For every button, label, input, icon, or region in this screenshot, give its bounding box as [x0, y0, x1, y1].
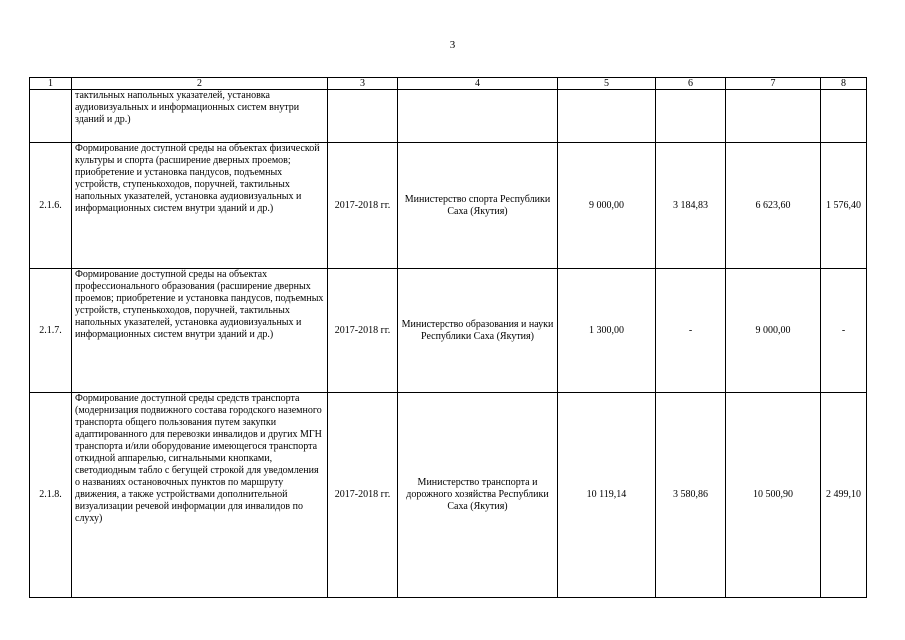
- row-value-7: 10 500,90: [726, 393, 821, 598]
- program-table: [29, 77, 867, 598]
- row-value-8: -: [821, 269, 867, 393]
- row-value-5: [558, 90, 656, 143]
- row-value-6: 3 184,83: [656, 143, 726, 269]
- row-period: [328, 90, 398, 143]
- row-value-7: 9 000,00: [726, 269, 821, 393]
- row-value-6: -: [656, 269, 726, 393]
- row-value-7: [726, 90, 821, 143]
- row-period: 2017-2018 гг.: [328, 393, 398, 598]
- header-cell: 4: [398, 78, 558, 90]
- row-code: [30, 90, 72, 143]
- row-executor: Министерство образования и науки Республики Саха (Якутия): [398, 269, 558, 393]
- header-cell: 5: [558, 78, 656, 90]
- row-value-8: [821, 90, 867, 143]
- header-cell: 6: [656, 78, 726, 90]
- row-value-8: 2 499,10: [821, 393, 867, 598]
- row-value-5: 9 000,00: [558, 143, 656, 269]
- row-value-5: 1 300,00: [558, 269, 656, 393]
- header-cell: 8: [821, 78, 867, 90]
- row-value-8: 1 576,40: [821, 143, 867, 269]
- page-number: 3: [449, 39, 456, 51]
- row-executor: Министерство транспорта и дорожного хозяйства Республики Саха (Якутия): [398, 393, 558, 598]
- row-value-7: 6 623,60: [726, 143, 821, 269]
- row-period: 2017-2018 гг.: [328, 269, 398, 393]
- row-description: Формирование доступной среды средств транспорта (модернизация подвижного состава городского наземного транспорта общего пользования путем закупки адаптированного для перевозки инвалидов и других МГН транспорта и/или оборудование имеющегося транспорта откидной аппарелью, сигнальными кнопками, светодиодным табло с бегущей строкой для уведомления о названиях остановочных пунктов по маршруту движения, а также устройствами дополнительной визуализации речевой информации для инвалидов по слуху): [72, 393, 328, 598]
- row-value-5: 10 119,14: [558, 393, 656, 598]
- row-description: тактильных напольных указателей, установка аудиовизуальных и информационных систем внутри зданий и др.): [72, 90, 328, 143]
- row-executor: [398, 90, 558, 143]
- row-code: 2.1.7.: [30, 269, 72, 393]
- table-row: [30, 269, 867, 393]
- row-executor: Министерство спорта Республики Саха (Якутия): [398, 143, 558, 269]
- row-description: Формирование доступной среды на объектах профессионального образования (расширение дверных проемов; приобретение и установка пандусов, подъемных устройств, ступенькоходов, поручней, тактильных напольных указателей, установка аудиовизуальных и информационных систем внутри зданий и др.): [72, 269, 328, 393]
- row-code: 2.1.6.: [30, 143, 72, 269]
- table-header-row: [30, 78, 867, 90]
- header-cell: 1: [30, 78, 72, 90]
- table-row: [30, 143, 867, 269]
- table-row: [30, 393, 867, 598]
- header-cell: 2: [72, 78, 328, 90]
- row-value-6: 3 580,86: [656, 393, 726, 598]
- table-row: [30, 90, 867, 143]
- row-period: 2017-2018 гг.: [328, 143, 398, 269]
- row-value-6: [656, 90, 726, 143]
- header-cell: 7: [726, 78, 821, 90]
- header-cell: 3: [328, 78, 398, 90]
- row-code: 2.1.8.: [30, 393, 72, 598]
- row-description: Формирование доступной среды на объектах физической культуры и спорта (расширение дверных проемов; приобретение и установка пандусов, подъемных устройств, ступенькоходов, поручней, тактильных напольных указателей, установка аудиовизуальных и информационных систем внутри зданий и др.): [72, 143, 328, 269]
